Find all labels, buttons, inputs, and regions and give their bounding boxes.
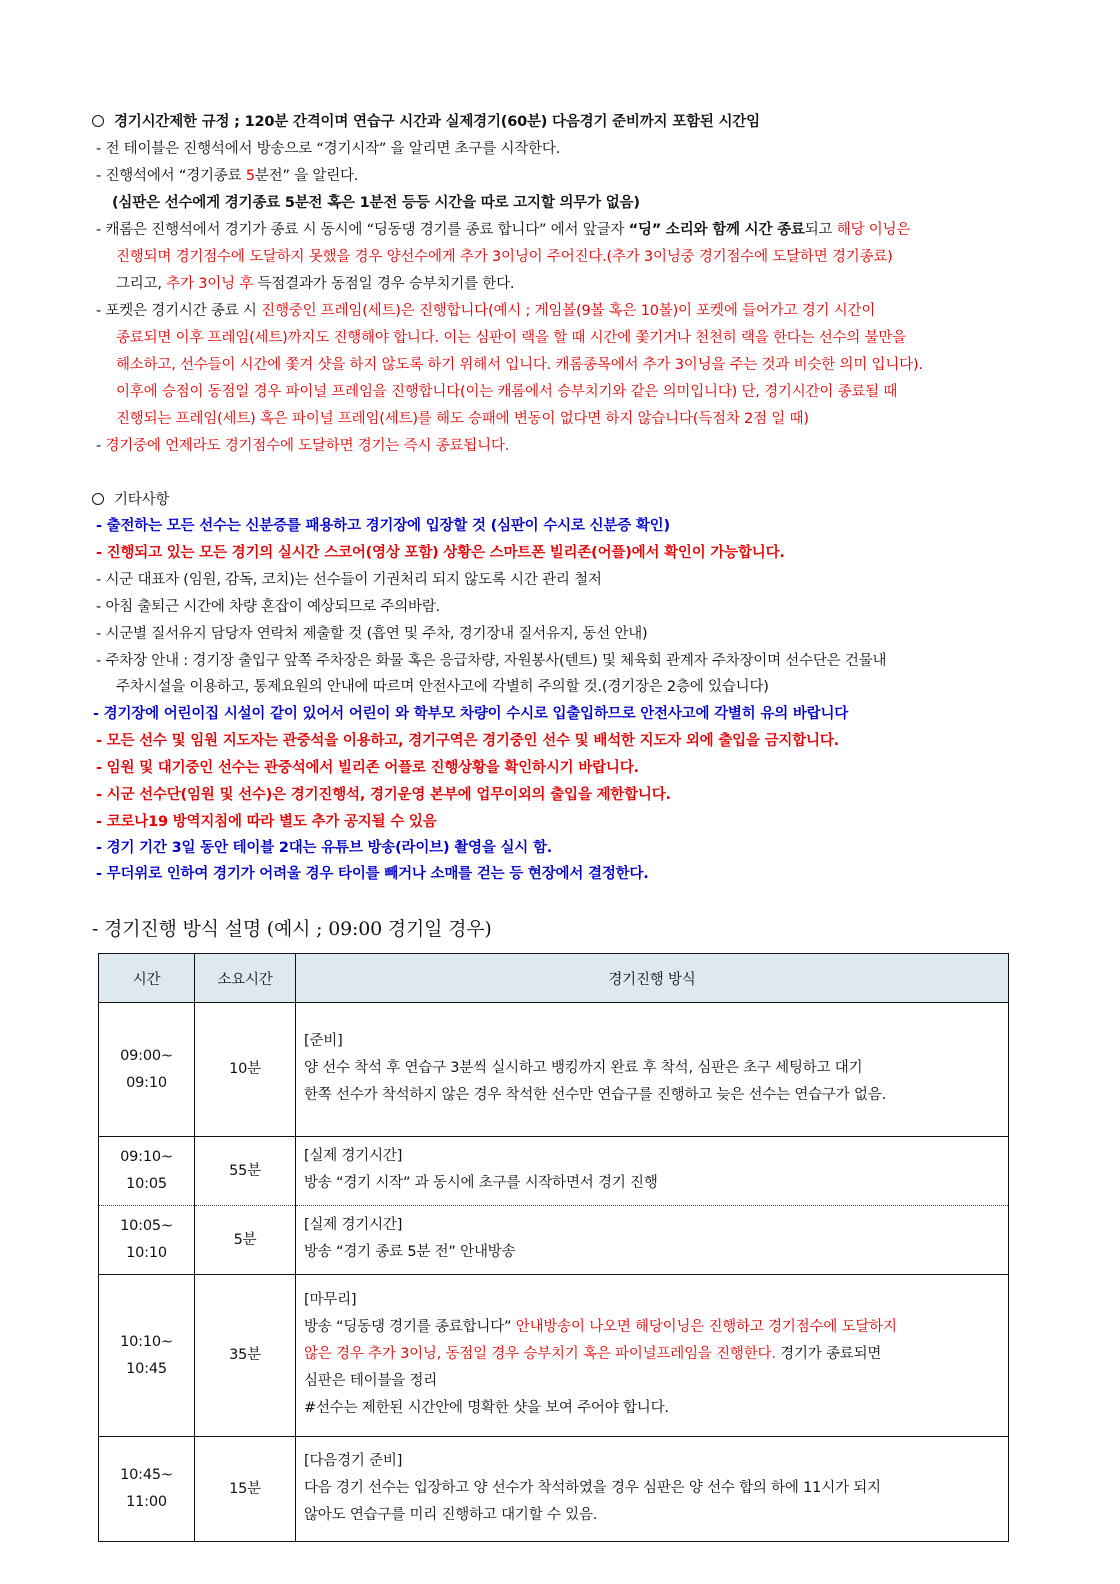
rules-line: - 포켓은 경기시간 종료 시 진행중인 프레임(세트)은 진행합니다(예시 ; 게임볼(9볼 혹은 10볼)이 포켓에 들어가고 경기 시간이 — [96, 303, 876, 319]
time-cell: 10:45~ 11:00 — [99, 1437, 195, 1542]
misc-item: - 아침 출퇴근 시간에 차량 혼잡이 예상되므로 주의바람. — [96, 599, 441, 615]
rules-line: - 전 테이블은 진행석에서 방송으로 “경기시작” 을 알리면 초구를 시작한다. — [96, 141, 561, 157]
time-cell: 10:10~ 10:45 — [99, 1275, 195, 1437]
table-row — [99, 1003, 1009, 1137]
table-row — [99, 1437, 1009, 1542]
rules-heading-line — [92, 112, 760, 132]
method-cell: [마무리] 방송 “딩동댕 경기를 종료합니다” 안내방송이 나오면 해당이닝은 진행하고 경기점수에 도달하지 않은 경우 추가 3이닝, 동점일 경우 승부치기 혹은 파이널프레임을 진행한다. 경기가 종료되면 심판은 테이블을 정리 #선수는 제한된 시간안에 명확한 샷을 보여 주어야 합니다. — [296, 1275, 1009, 1437]
circle-bullet-icon — [92, 115, 104, 127]
time-cell: 09:10~ 10:05 — [99, 1137, 195, 1206]
misc-item: - 무더위로 인하여 경기가 어려울 경우 타이를 빼거나 소매를 걷는 등 현장에서 결정한다. — [96, 866, 649, 882]
misc-item: - 코로나19 방역지침에 따라 별도 추가 공지될 수 있음 — [96, 814, 437, 830]
rules-line: - 진행석에서 “경기종료 5분전” 을 알린다. — [96, 168, 359, 184]
rules-line: - 캐롬은 진행석에서 경기가 종료 시 동시에 “딩동댕 경기를 종료 합니다” 에서 앞글자 “딩” 소리와 함께 시간 종료되고 해당 이닝은 — [96, 222, 911, 238]
misc-item: - 진행되고 있는 모든 경기의 실시간 스코어(영상 포함) 상황은 스마트폰 빌리존(어플)에서 확인이 가능합니다. — [96, 545, 785, 561]
method-cell: [다음경기 준비] 다음 경기 선수는 입장하고 양 선수가 착석하였을 경우 심판은 양 선수 합의 하에 11시가 되지 않아도 연습구를 미리 진행하고 대기할 수 있음. — [296, 1437, 1009, 1542]
rules-line: (심판은 선수에게 경기종료 5분전 혹은 1분전 등등 시간을 따로 고지할 의무가 없음) — [112, 195, 640, 211]
rules-line: 그리고, 추가 3이닝 후 득점결과가 동점일 경우 승부치기를 한다. — [116, 276, 515, 292]
duration-cell: 35분 — [195, 1275, 296, 1437]
misc-heading-line — [92, 490, 169, 510]
misc-heading: 기타사항 — [114, 492, 170, 508]
misc-item: - 경기 기간 3일 동안 테이블 2대는 유튜브 방송(라이브) 촬영을 실시 함. — [96, 840, 553, 856]
table-row — [99, 1206, 1009, 1275]
schedule-title: - 경기진행 방식 설명 (예시 ; 09:00 경기일 경우) — [92, 918, 492, 940]
method-cell: [준비] 양 선수 착석 후 연습구 3분씩 실시하고 뱅킹까지 완료 후 착석, 심판은 초구 세팅하고 대기 한쪽 선수가 착석하지 않은 경우 착석한 선수만 연습구를 진행하고 늦은 선수는 연습구가 없음. — [296, 1003, 1009, 1137]
header-method: 경기진행 방식 — [296, 954, 1009, 1003]
method-cell: [실제 경기시간] 방송 “경기 시작” 과 동시에 초구를 시작하면서 경기 진행 — [296, 1137, 1009, 1206]
rules-line: 해소하고, 선수들이 시간에 쫓겨 샷을 하지 않도록 하기 위해서 입니다. 캐롬종목에서 추가 3이닝을 주는 것과 비슷한 의미 입니다). — [116, 357, 923, 373]
misc-item: - 시군 선수단(임원 및 선수)은 경기진행석, 경기운영 본부에 업무이외의 출입을 제한합니다. — [96, 787, 671, 803]
duration-cell: 5분 — [195, 1206, 296, 1275]
header-time: 시간 — [99, 954, 195, 1003]
rules-line: - 경기중에 언제라도 경기점수에 도달하면 경기는 즉시 종료됩니다. — [96, 438, 510, 454]
method-cell: [실제 경기시간] 방송 “경기 종료 5분 전” 안내방송 — [296, 1206, 1009, 1275]
misc-item: 주차시설을 이용하고, 통제요원의 안내에 따르며 안전사고에 각별히 주의할 것.(경기장은 2층에 있습니다) — [116, 679, 769, 695]
table-row — [99, 1137, 1009, 1206]
misc-item: - 모든 선수 및 임원 지도자는 관중석을 이용하고, 경기구역은 경기중인 선수 및 배석한 지도자 외에 출입을 금지합니다. — [96, 733, 839, 749]
misc-item: - 출전하는 모든 선수는 신분증를 패용하고 경기장에 입장할 것 (심판이 수시로 신분증 확인) — [96, 518, 670, 534]
circle-bullet-icon — [92, 493, 104, 505]
schedule-table — [98, 953, 1009, 1542]
time-cell: 09:00~ 09:10 — [99, 1003, 195, 1137]
rules-line: 진행되는 프레임(세트) 혹은 파이널 프레임(세트)를 해도 승패에 변동이 없다면 하지 않습니다(득점차 2점 일 때) — [116, 411, 809, 427]
time-cell: 10:05~ 10:10 — [99, 1206, 195, 1275]
misc-item: - 시군별 질서유지 담당자 연락처 제출할 것 (흡연 및 주차, 경기장내 질서유지, 동선 안내) — [96, 626, 648, 642]
misc-item: - 임원 및 대기중인 선수는 관중석에서 빌리존 어플로 진행상황을 확인하시기 바랍니다. — [96, 760, 639, 776]
table-header-row — [99, 954, 1009, 1003]
duration-cell: 10분 — [195, 1003, 296, 1137]
header-duration: 소요시간 — [195, 954, 296, 1003]
rules-line: 종료되면 이후 프레임(세트)까지도 진행해야 합니다. 이는 심판이 랙을 할 때 시간에 쫓기거나 천천히 랙을 한다는 선수의 불만을 — [116, 330, 907, 346]
rules-line: 이후에 승점이 동점일 경우 파이널 프레임을 진행합니다(이는 캐롬에서 승부치기와 같은 의미입니다) 단, 경기시간이 종료될 때 — [116, 384, 898, 400]
table-row — [99, 1275, 1009, 1437]
misc-item: - 시군 대표자 (임원, 감독, 코치)는 선수들이 기권처리 되지 않도록 시간 관리 철저 — [96, 572, 602, 588]
misc-item: - 주차장 안내 : 경기장 출입구 앞쪽 주차장은 화물 혹은 응급차량, 자원봉사(텐트) 및 체육회 관계자 주차장이며 선수단은 건물내 — [96, 653, 887, 669]
rules-line: 진행되며 경기점수에 도달하지 못했을 경우 양선수에게 추가 3이닝이 주어진다.(추가 3이닝중 경기점수에 도달하면 경기종료) — [116, 249, 893, 265]
duration-cell: 15분 — [195, 1437, 296, 1542]
rules-heading: 경기시간제한 규정 ; 120분 간격이며 연습구 시간과 실제경기(60분) 다음경기 준비까지 포함된 시간임 — [114, 114, 760, 130]
misc-item: - 경기장에 어린이집 시설이 같이 있어서 어린이 와 학부모 차량이 수시로 입출입하므로 안전사고에 각별히 유의 바랍니다 — [93, 706, 849, 722]
duration-cell: 55분 — [195, 1137, 296, 1206]
